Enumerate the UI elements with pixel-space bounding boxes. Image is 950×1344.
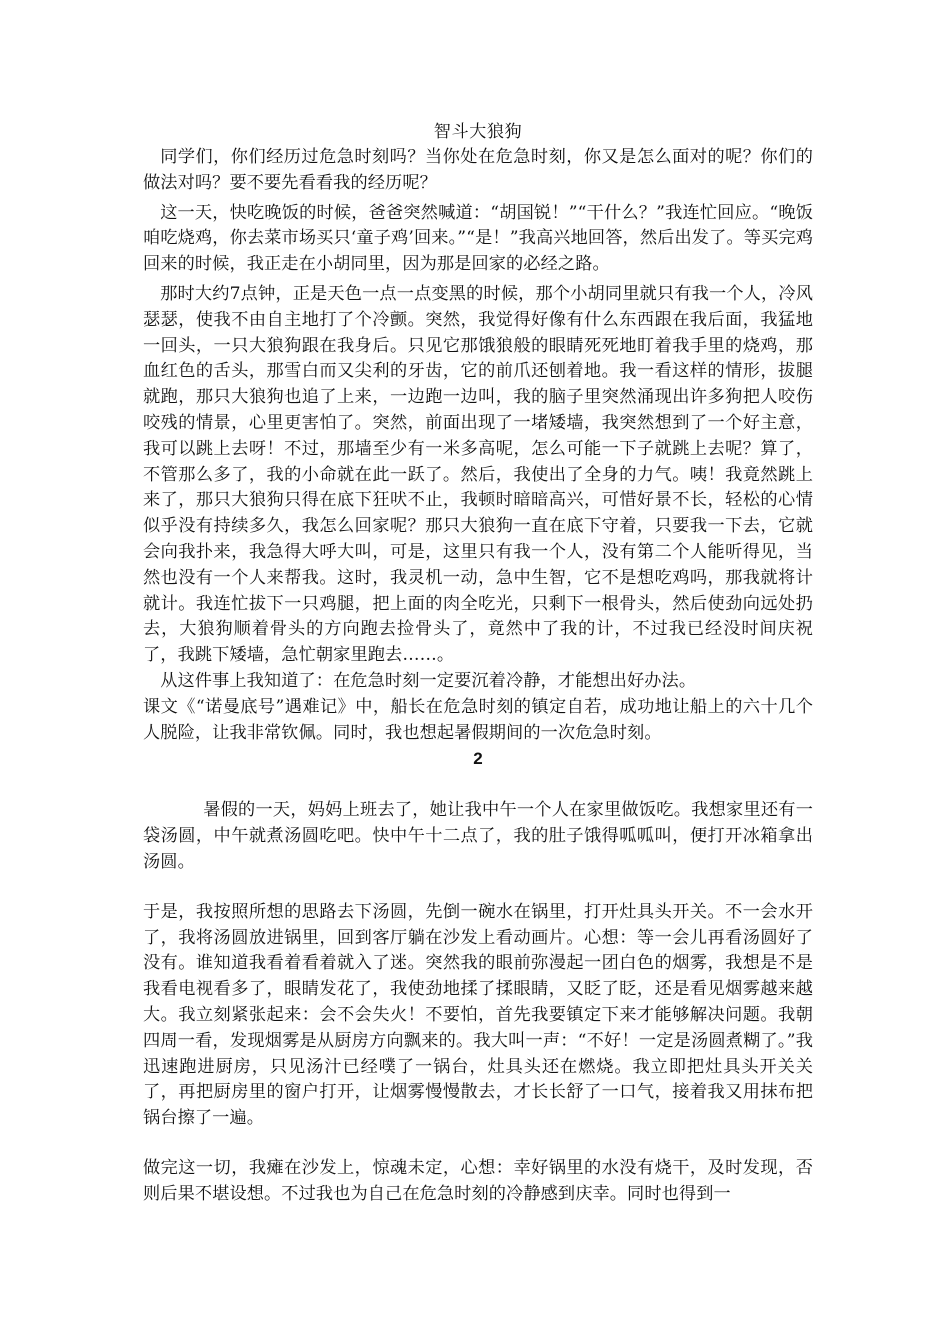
paragraph-summer-main: 于是，我按照所想的思路去下汤圆，先倒一碗水在锅里，打开灶具头开关。不一会水开了，我将汤圆放进锅里，回到客厅躺在沙发上看动画片。心想：等一会儿再看汤圆好了没有。谁知道我看着看着就入了迷。突然我的眼前弥漫起一团白色的烟雾，我想是不是我看电视看多了，眼睛发花了，我使劲地揉了揉眼睛，又眨了眨，还是看见烟雾越来越大。我立刻紧张起来：会不会失火！不要怕，首先我要镇定下来才能够解决问题。我朝四周一看，发现烟雾是从厨房方向飘来的。我大叫一声：“不好！一定是汤圆煮糊了。”我迅速跑进厨房，只见汤汁已经噗了一锅台，灶具头还在燃烧。我立即把灶具头开关关了，再把厨房里的窗户打开，让烟雾慢慢散去，才长长舒了一口气，接着我又用抹布把锅台擦了一遍。 [143,901,813,1129]
paragraph-summer-intro: 暑假的一天，妈妈上班去了，她让我中午一个人在家里做饭吃。我想家里还有一袋汤圆，中午就煮汤圆吃吧。快中午十二点了，我的肚子饿得呱呱叫，便打开冰箱拿出汤圆。 [143,800,813,872]
paragraph-lesson-reference: 课文《“诺曼底号”遇难记》中，船长在危急时刻的镇定自若，成功地让船上的六十几个人脱险，让我非常钦佩。同时，我也想起暑假期间的一次危急时刻。 [143,696,813,743]
paragraph-story-start: 这一天，快吃晚饭的时候，爸爸突然喊道：“胡国锐！”“干什么？”我连忙回应。“晚饭咱吃烧鸡，你去菜市场买只‘童子鸡’回来。”“是！”我高兴地回答，然后出发了。等买完鸡回来的时候，我正走在小胡同里，因为那是回家的必经之路。 [143,202,813,275]
paragraph-summer-end: 做完这一切，我瘫在沙发上，惊魂未定，心想：幸好锅里的水没有烧干，及时发现，否则后果不堪设想。不过我也为自己在危急时刻的冷静感到庆幸。同时也得到一 [143,1157,813,1204]
document-page [143,120,813,1207]
document-title: 智斗大狼狗 [433,122,523,142]
paragraph-story-main: 那时大约7点钟，正是天色一点一点变黑的时候，那个小胡同里就只有我一个人，冷风瑟瑟，使我不由自主地打了个冷颤。突然，我觉得好像有什么东西跟在我后面，我猛地一回头，一只大狼狗跟在我身后。只见它那饿狼般的眼睛死死地盯着我手里的烧鸡，那血红色的舌头，那雪白而又尖利的牙齿，它的前爪还刨着地。我一看这样的情形，拔腿就跑，那只大狼狗也追了上来，一边跑一边叫，我的脑子里突然涌现出许多狗把人咬伤咬残的情景，心里更害怕了。突然，前面出现了一堵矮墙，我突然想到了一个好主意，我可以跳上去呀！不过，那墙至少有一米多高呢，怎么可能一下子就跳上去呢？算了，不管那么多了，我的小命就在此一跃了。然后，我使出了全身的力气。咦！我竟然跳上来了，那只大狼狗只得在底下狂吠不止，我顿时暗暗高兴，可惜好景不长，轻松的心情似乎没有持续多久，我怎么回家呢？那只大狼狗一直在底下守着，只要我一下去，它就会向我扑来，我急得大呼大叫，可是，这里只有我一个人，没有第二个人能听得见，当然也没有一个人来帮我。这时，我灵机一动，急中生智，它不是想吃鸡吗，那我就将计就计。我连忙拔下一只鸡腿，把上面的肉全吃光，只剩下一根骨头，然后使劲向远处扔去，大狼狗顺着骨头的方向跑去捡骨头了，竟然中了我的计，不过我已经没时间庆祝了，我跳下矮墙，急忙朝家里跑去……。 [143,283,813,666]
page-number: 2 [473,749,483,769]
paragraph-intro: 同学们，你们经历过危急时刻吗？当你处在危急时刻，你又是怎么面对的呢？你们的做法对吗？要不要先看看我的经历呢？ [143,147,813,193]
paragraph-conclusion: 从这件事上我知道了：在危急时刻一定要沉着冷静，才能想出好办法。 [160,670,697,691]
